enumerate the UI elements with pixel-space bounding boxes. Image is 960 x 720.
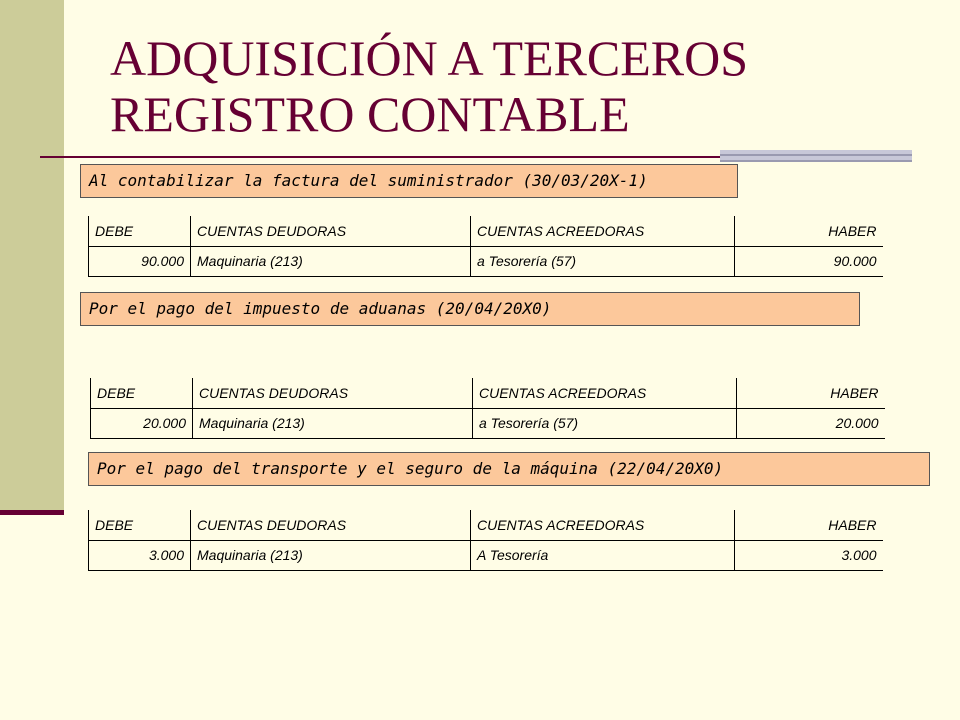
haber-amount: 20.000 (737, 408, 885, 438)
creditor-account: a Tesorería (57) (473, 408, 737, 438)
debtor-account: Maquinaria (213) (191, 246, 471, 276)
header-debe: DEBE (89, 216, 191, 246)
header-haber: HABER (735, 216, 883, 246)
title-underline-accent (720, 150, 912, 162)
header-haber: HABER (737, 378, 885, 408)
header-cuentas-acreedoras: CUENTAS ACREEDORAS (471, 216, 735, 246)
ledger-entry-row (89, 540, 883, 570)
ledger-table-transport (88, 510, 883, 571)
header-debe: DEBE (89, 510, 191, 540)
ledger-entry-row (91, 408, 885, 438)
ledger-table-invoice (88, 216, 883, 277)
header-debe: DEBE (91, 378, 193, 408)
haber-amount: 90.000 (735, 246, 883, 276)
title-line-2: REGISTRO CONTABLE (110, 86, 630, 142)
haber-amount: 3.000 (735, 540, 883, 570)
sidebar-band (0, 0, 64, 512)
debe-amount: 3.000 (89, 540, 191, 570)
header-haber: HABER (735, 510, 883, 540)
ledger-header-row (89, 216, 883, 246)
ledger-header-row (91, 378, 885, 408)
header-cuentas-deudoras: CUENTAS DEUDORAS (191, 510, 471, 540)
ledger-entry-row (89, 246, 883, 276)
debe-amount: 90.000 (89, 246, 191, 276)
ledger-header-row (89, 510, 883, 540)
header-cuentas-deudoras: CUENTAS DEUDORAS (191, 216, 471, 246)
creditor-account: a Tesorería (57) (471, 246, 735, 276)
entry-banner-transport: Por el pago del transporte y el seguro de la máquina (22/04/20X0) (88, 452, 930, 486)
debe-amount: 20.000 (91, 408, 193, 438)
ledger-table-customs (90, 378, 885, 439)
header-cuentas-deudoras: CUENTAS DEUDORAS (193, 378, 473, 408)
title-line-1: ADQUISICIÓN A TERCEROS (110, 30, 749, 86)
header-cuentas-acreedoras: CUENTAS ACREEDORAS (473, 378, 737, 408)
debtor-account: Maquinaria (213) (193, 408, 473, 438)
creditor-account: A Tesorería (471, 540, 735, 570)
entry-banner-customs: Por el pago del impuesto de aduanas (20/04/20X0) (80, 292, 860, 326)
entry-banner-invoice: Al contabilizar la factura del suministrador (30/03/20X-1) (80, 164, 738, 198)
header-cuentas-acreedoras: CUENTAS ACREEDORAS (471, 510, 735, 540)
title-underline (40, 156, 720, 158)
debtor-account: Maquinaria (213) (191, 540, 471, 570)
slide-title (110, 30, 870, 142)
sidebar-accent-bar (0, 510, 64, 515)
